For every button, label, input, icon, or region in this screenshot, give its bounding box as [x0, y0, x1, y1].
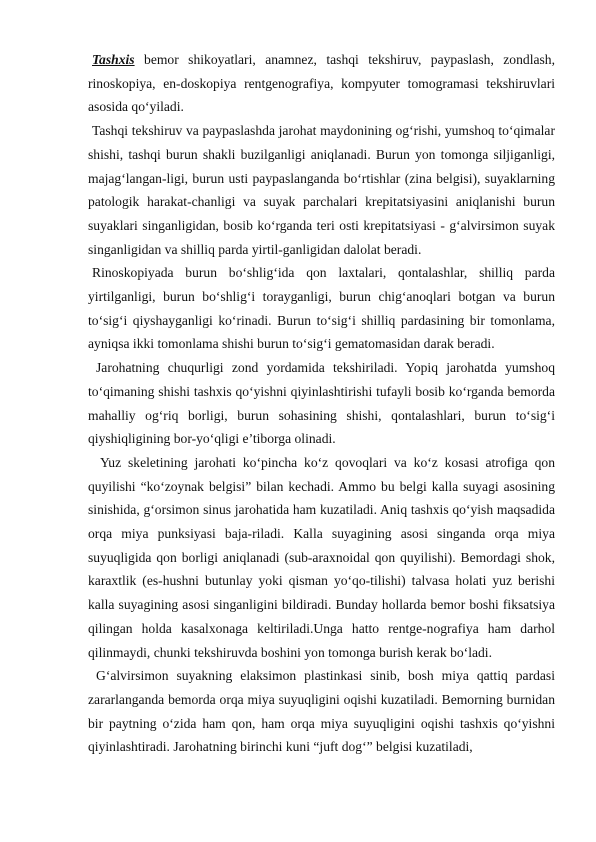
paragraph-text: Jarohatning chuqurligi zond yordamida tekshiriladi. Yopiq jarohatda yumshoq to‘qimaning shishi tashxis qo‘yishni qiyinlashtirishi tufayli bosib ko‘rganda bemorda mahalliy og‘riq borligi, burun sohasining shishi, qontalashlari, burun to‘sig‘i qiyshiqligining bor-yo‘qligi e’tiborga olinadi. — [88, 360, 555, 447]
paragraph-rhinoscopy — [88, 261, 555, 356]
term-diagnosis: Tashxis — [92, 52, 135, 67]
paragraph-external-exam — [88, 119, 555, 261]
paragraph-text: Yuz skeletining jarohati ko‘pincha ko‘z qovoqlari va ko‘z kosasi atrofiga qon quyilishi “ko‘zoynak belgisi” bilan kechadi. Ammo bu belgi kalla suyagi asosining sinishida, g‘orsimon sinus jarohatida ham kuzatiladi. Aniq tashxis qo‘yish maqsadida orqa miya punksiyasi baja-riladi. Kalla suyagining asosi singanda orqa miya suyuqligida qon borligi aniqlanadi (sub-araxnoidal qon quyilishi). Bemordagi shok, karaxtlik (es-hushni butunlay yoki qisman yo‘qo-tilishi) talvasa holati yuz berishi kalla suyagining asosi singanligini bildiradi. Bunday hollarda bemor boshi fiksatsiya qilingan holda kasalxonaga keltiriladi.Unga hatto rentge-nografiya ham darhol qilinmaydi, chunki tekshiruvda boshini yon tomonga burish kerak bo‘ladi. — [88, 454, 555, 660]
paragraph-diagnosis — [88, 48, 555, 119]
paragraph-facial-skeleton — [88, 451, 555, 664]
document-page — [88, 48, 555, 759]
paragraph-ethmoid — [88, 664, 555, 759]
paragraph-text: Rinoskopiyada burun bo‘shlig‘ida qon laxtalari, qontalashlar, shilliq parda yirtilganligi, burun bo‘shlig‘i torayganligi, burun chig‘anoqlari botgan va burun to‘sig‘i qiyshayganligi ko‘rinadi. Burun to‘sig‘i shilliq pardasining bir tomonlama, ayniqsa ikki tomonlama shishi burun to‘sig‘i gematomasidan darak beradi. — [88, 265, 555, 352]
paragraph-text: Tashqi tekshiruv va paypaslashda jarohat maydonining og‘rishi, yumshoq to‘qimalar shishi, tashqi burun shakli buzilganligi aniqlanadi. Burun yon tomonga siljiganligi, majag‘langan-ligi, burun usti paypaslanganda bo‘rtishlar (zina belgisi), suyaklarning patologik harakat-chanligi va suyak parchalari krepitatsiyasini aniqlanishi burun suyaklari singanligidan, bosib ko‘rganda teri osti krepitatsiyasi - g‘alvirsimon suyak singanligidan va shilliq parda yirtil-ganligidan dalolat beradi. — [88, 123, 555, 257]
paragraph-wound-depth — [88, 356, 555, 451]
paragraph-text: G‘alvirsimon suyakning elaksimon plastinkasi sinib, bosh miya qattiq pardasi zararlanganda bemorda orqa miya suyuqligini oqishi kuzatiladi. Bemorning burnidan bir paytning o‘zida ham qon, ham orqa miya suyuqligini oqishi tashxis qo‘yishni qiyinlashtiradi. Jarohatning birinchi kuni “juft dog‘” belgisi kuzatiladi, — [88, 668, 555, 755]
paragraph-text: bemor shikoyatlari, anamnez, tashqi tekshiruv, paypaslash, zondlash, rinoskopiya, en-doskopiya rentgenografiya, kompyuter tomogramasi tekshiruvlari asosida qo‘yiladi. — [88, 52, 555, 115]
